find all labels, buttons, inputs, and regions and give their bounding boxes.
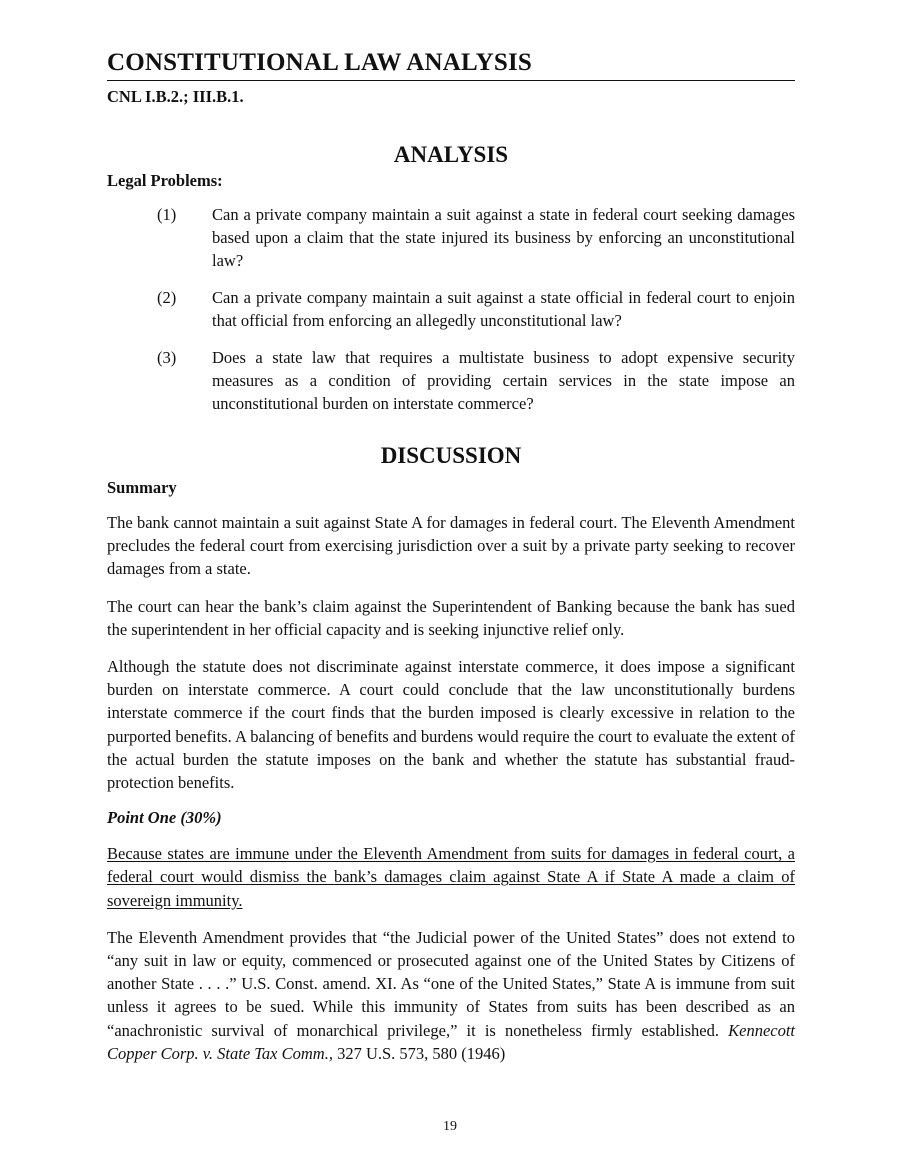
- problem-number: (1): [157, 205, 177, 224]
- point-one-heading: Point One (30%): [107, 808, 222, 828]
- document-code: CNL I.B.2.; III.B.1.: [107, 87, 244, 106]
- case-citation-reporter: 327 U.S. 573, 580 (1946): [337, 1043, 506, 1063]
- problem-text: Can a private company maintain a suit against a state in federal court seeking damages based upon a claim that the state injured its business by enforcing an unconstitutional law?: [212, 205, 795, 270]
- document-title: CONSTITUTIONAL LAW ANALYSIS: [107, 48, 795, 81]
- legal-problem-item: [107, 286, 795, 332]
- page-number: 19: [443, 1119, 457, 1134]
- problem-number: (2): [157, 288, 177, 307]
- case-citation-name: Kennecott Copper Corp. v. State Tax Comm.,: [107, 1020, 796, 1063]
- summary-paragraph: The bank cannot maintain a suit against State A for damages in federal court. The Eleventh Amendment precludes the federal court from exercising jurisdiction over a suit by a private party seeking to recover damages from a state.: [107, 513, 795, 579]
- point-one-rule: Because states are immune under the Eleventh Amendment from suits for damages in federal court, a federal court would dismiss the bank’s damages claim against State A if State A made a claim of sovereign immunity.: [107, 844, 795, 910]
- discussion-heading: DISCUSSION: [380, 443, 522, 468]
- document-page: [107, 48, 795, 1079]
- summary-label: Summary: [107, 478, 177, 497]
- problem-text: Can a private company maintain a suit against a state official in federal court to enjoin that official from enforcing an allegedly unconstitutional law?: [212, 288, 795, 330]
- summary-paragraph: The court can hear the bank’s claim against the Superintendent of Banking because the bank has sued the superintendent in her official capacity and is seeking injunctive relief only.: [107, 596, 795, 639]
- legal-problem-item: [107, 203, 795, 272]
- analysis-heading: ANALYSIS: [393, 142, 509, 167]
- point-one-body: [107, 926, 795, 1065]
- point-one-body-text: The Eleventh Amendment provides that “the Judicial power of the United States” does not extend to “any suit in law or equity, commenced or prosecuted against one of the United States by Citizens of another State . . . .” U.S. Const. amend. XI. As “one of the United States,” State A is immune from suit unless it agrees to be sued. While this immunity of States from suits has been described as an “anachronistic survival of monarchical privilege,” it is nonetheless firmly established.: [107, 927, 795, 1040]
- legal-problem-item: [107, 346, 795, 415]
- legal-problems-list: [107, 203, 795, 415]
- problem-text: Does a state law that requires a multistate business to adopt expensive security measures as a condition of providing certain services in the state impose an unconstitutional burden on interstate commerce?: [212, 348, 795, 413]
- problem-number: (3): [157, 348, 177, 367]
- legal-problems-label: Legal Problems:: [107, 171, 223, 190]
- summary-paragraph: Although the statute does not discriminate against interstate commerce, it does impose a significant burden on interstate commerce. A court could conclude that the law unconstitutionally burdens interstate commerce if the court finds that the burden imposed is clearly excessive in relation to the purported benefits. A balancing of benefits and burdens would require the court to evaluate the extent of the actual burden the statute imposes on the bank and whether the statute has substantial fraud-protection benefits.: [107, 657, 795, 793]
